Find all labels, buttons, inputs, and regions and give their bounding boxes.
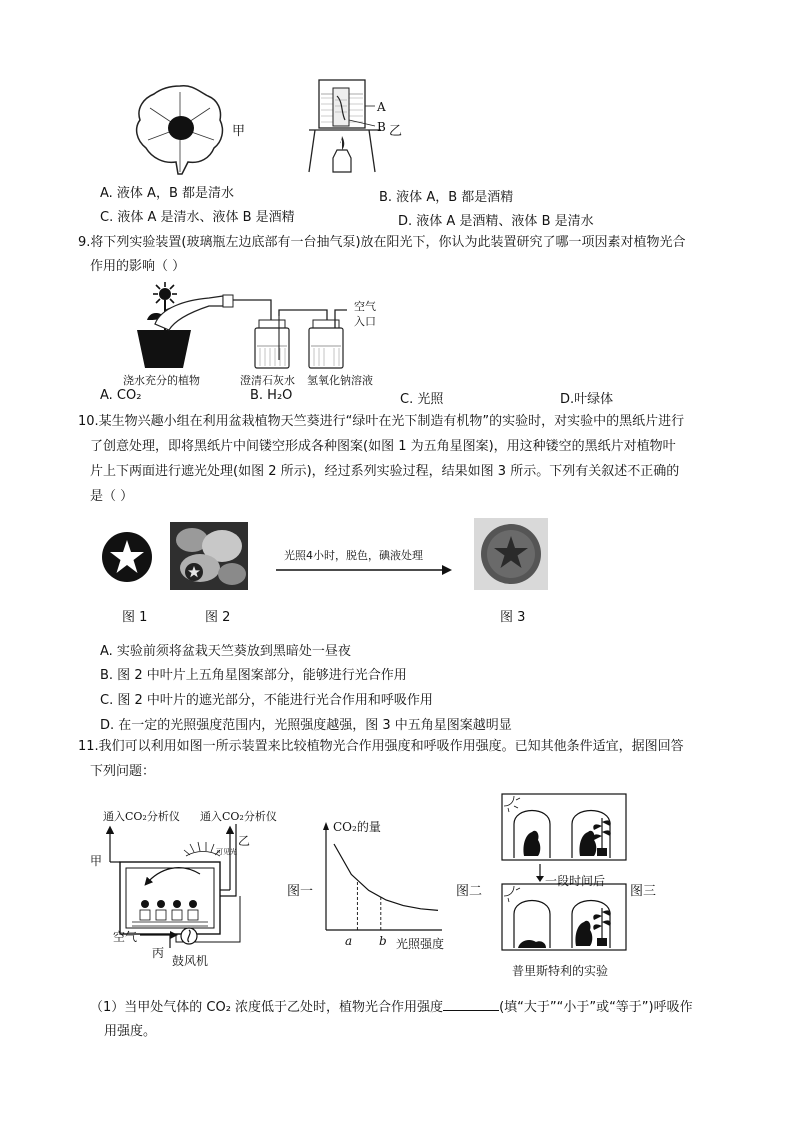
fig-blower: 鼓风机 <box>172 954 209 968</box>
q11-stem-line1: 11.我们可以利用如图一所示装置来比较植物光合作用强度和呼吸作用强度。已知其他条件适宜，据图回答 <box>78 739 684 754</box>
fig-yi: 乙 <box>238 834 251 848</box>
q9-option-a: A. CO₂ <box>100 388 142 403</box>
blower-icon <box>178 926 200 946</box>
q11-stem-line2: 下列问题： <box>90 764 156 779</box>
label-a: A <box>377 100 386 114</box>
priestley-caption: 普里斯特利的实验 <box>512 964 609 978</box>
process-arrow-text: 光照4小时，脱色，碘液处理 <box>284 549 423 562</box>
q8-option-d: D. 液体 A 是酒精、液体 B 是清水 <box>398 214 594 229</box>
label-yi: 乙 <box>389 124 403 139</box>
q9-air-inlet-1: 空气 <box>354 300 376 313</box>
fig-bing: 丙 <box>152 946 165 960</box>
fig-in-right: 通入CO₂分析仪 <box>200 810 277 823</box>
q9-plant-caption: 浇水充分的植物 <box>123 374 200 387</box>
fig1-black-paper-star <box>100 530 154 584</box>
leaf-figure <box>130 78 230 178</box>
q8-option-a: A. 液体 A，B 都是清水 <box>100 186 235 201</box>
q9-stem-line1: 9.将下列实验装置(玻璃瓶左边底部有一台抽气泵)放在阳光下，你认为此装置研究了哪一项因素对植物光合 <box>78 235 686 250</box>
graph-a-label: a <box>345 934 353 948</box>
tu1-label: 图一 <box>287 884 314 899</box>
after-time-label: 一段时间后 <box>545 874 606 888</box>
graph-xlabel: 光照强度 <box>396 937 445 951</box>
air-inlet-arrow <box>140 930 180 940</box>
q10-stem-line4: 是（ ） <box>90 489 134 504</box>
label-b: B <box>377 120 386 134</box>
fig2-leaf-photo <box>170 522 248 590</box>
tu3-label: 图三 <box>630 884 657 899</box>
fig-jia: 甲 <box>90 854 103 868</box>
fig3-result-photo <box>474 518 548 590</box>
graph-ylabel: CO₂的量 <box>333 820 381 834</box>
water-bath-figure <box>305 76 385 178</box>
process-arrow <box>274 564 454 576</box>
q10-stem-line2: 了创意处理，即将黑纸片中间镂空形成各种图案(如图 1 为五角星图案)，用这种镂空的黑纸片对植物叶 <box>90 439 676 454</box>
q9-option-c: C. 光照 <box>400 392 444 407</box>
fig1-caption: 图 1 <box>122 610 148 625</box>
fig-air: 空气 <box>113 930 138 944</box>
q10-option-c: C. 图 2 中叶片的遮光部分，不能进行光合作用和呼吸作用 <box>100 693 433 708</box>
q9-naoh-caption: 氢氧化钠溶液 <box>307 374 373 387</box>
q10-stem-line3: 片上下两面进行遮光处理(如图 2 所示)，经过系列实验过程，结果如图 3 所示。下列有关叙述不正确的 <box>90 464 680 479</box>
q10-stem-line1: 10.某生物兴趣小组在利用盆栽植物天竺葵进行“绿叶在光下制造有机物”的实验时，对实验中的黑纸片进行 <box>78 414 685 429</box>
q11-sub1-line1 <box>90 996 693 1015</box>
graph-b-label: b <box>379 934 387 948</box>
answer-blank[interactable] <box>443 999 499 1011</box>
q9-air-inlet-2: 入口 <box>354 315 376 328</box>
fig2-caption: 图 2 <box>205 610 231 625</box>
fig-visible-light: 可见光 <box>216 848 237 856</box>
co2-curve <box>334 844 438 910</box>
q9-option-d: D.叶绿体 <box>560 392 614 407</box>
q11-sub1-post: (填“大于”“小于”或“等于”)呼吸作 <box>499 1000 693 1015</box>
q10-option-a: A. 实验前须将盆栽天竺葵放到黑暗处一昼夜 <box>100 644 351 659</box>
fig3-caption: 图 3 <box>500 610 526 625</box>
q8-option-b: B. 液体 A，B 都是酒精 <box>379 190 514 205</box>
q9-stem-line2: 作用的影响（ ） <box>90 259 186 274</box>
q9-option-b: B. H₂O <box>250 388 293 403</box>
q9-limewater-caption: 澄清石灰水 <box>240 374 295 387</box>
q8-option-c: C. 液体 A 是清水、液体 B 是酒精 <box>100 210 295 225</box>
q10-option-b: B. 图 2 中叶片上五角星图案部分，能够进行光合作用 <box>100 668 407 683</box>
fig-in-left: 通入CO₂分析仪 <box>103 810 180 823</box>
q11-sub1-line2: 用强度。 <box>104 1024 157 1039</box>
leaf-figure-label: 甲 <box>232 124 246 139</box>
y-axis-arrow <box>323 822 329 830</box>
q11-sub1-pre: （1）当甲处气体的 CO₂ 浓度低于乙处时，植物光合作用强度 <box>90 1000 444 1015</box>
tu2-label: 图二 <box>456 884 483 899</box>
q10-option-d: D. 在一定的光照强度范围内，光照强度越强，图 3 中五角星图案越明显 <box>100 718 512 733</box>
